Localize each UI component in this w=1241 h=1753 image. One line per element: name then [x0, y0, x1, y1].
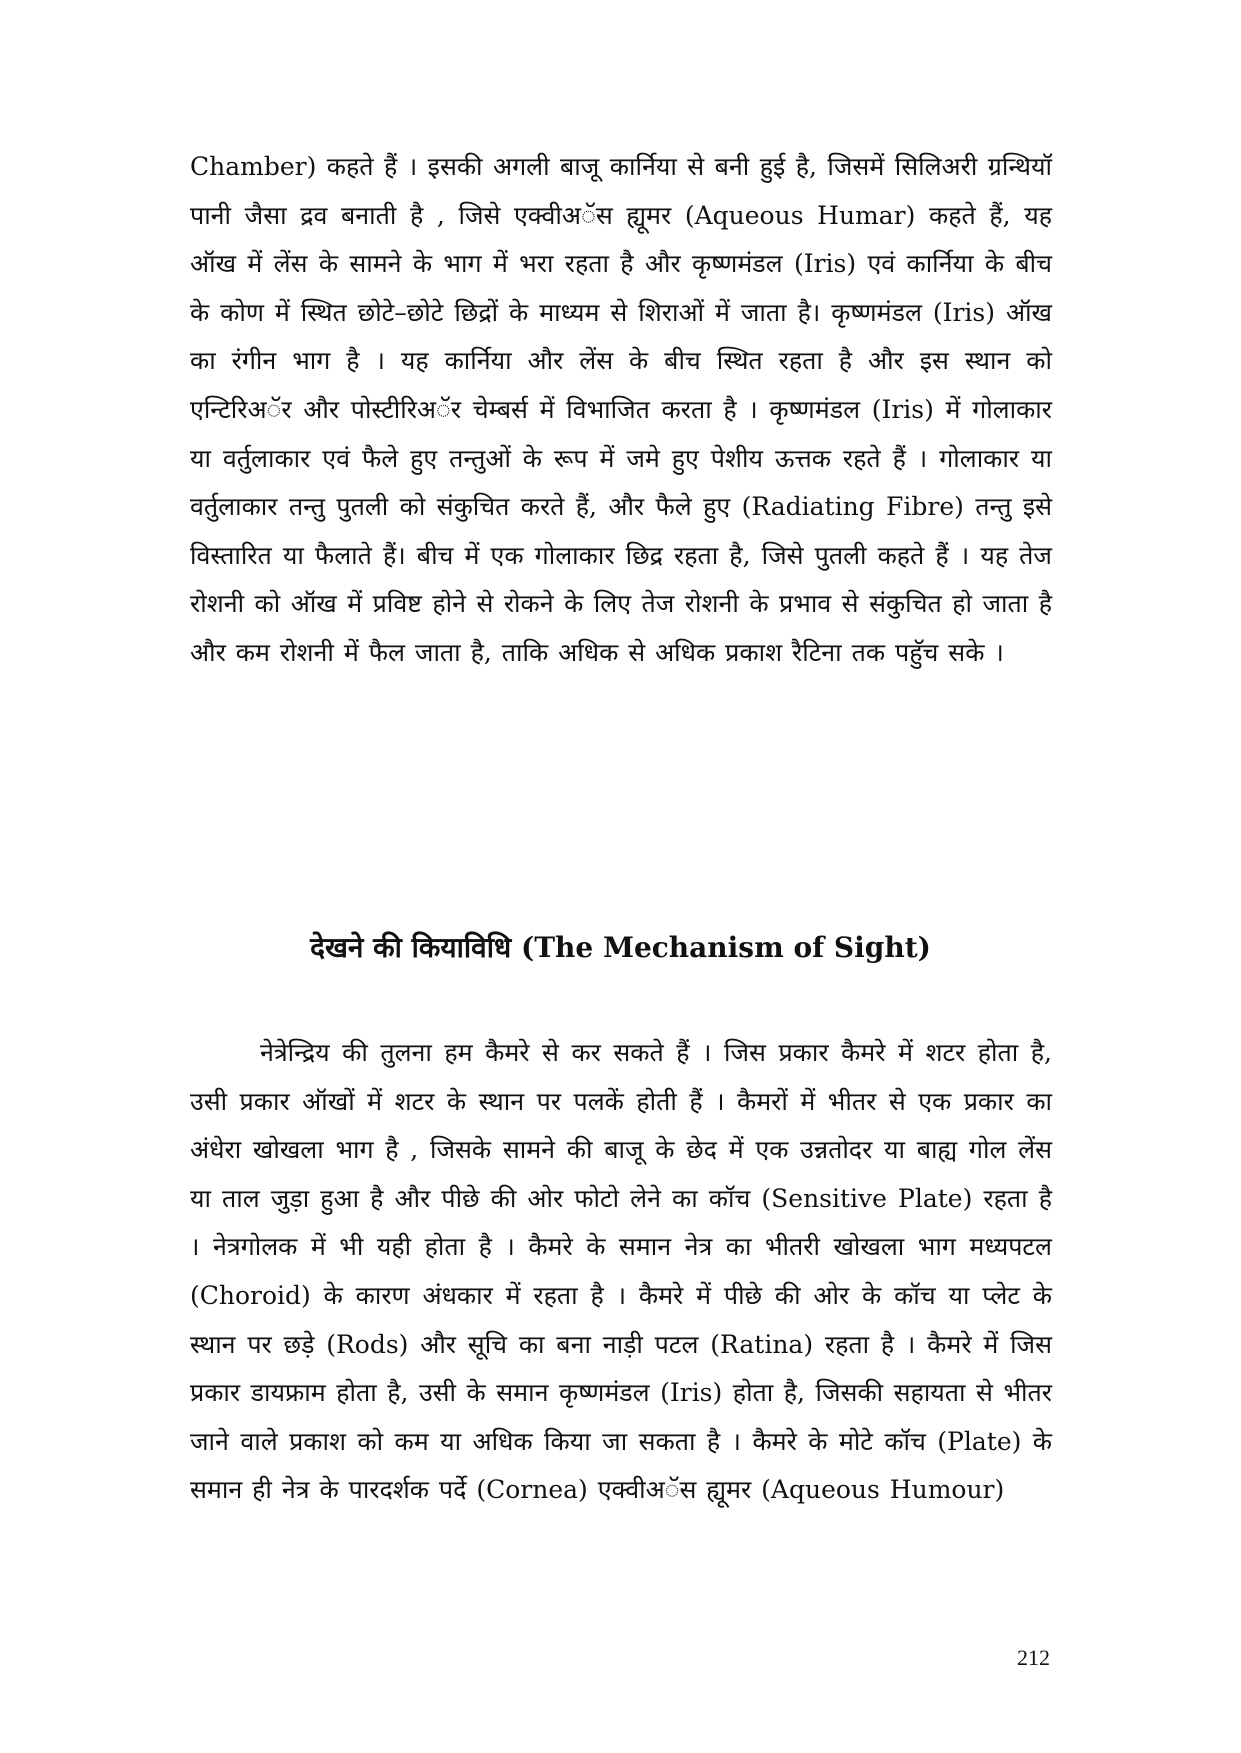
body-paragraph-2: नेत्रेन्द्रिय की तुलना हम कैमरे से कर सकते हैं । जिस प्रकार कैमरे में शटर होता है, उसी प्रकार ऑखों में शटर के स्थान पर पलकें होती हैं । कैमरों में भीतर से एक प्रकार का अंधेरा खोखला भाग है , जिसके सामने की बाजू के छेद में एक उन्नतोदर या बाह्य गोल लेंस या ताल जुड़ा हुआ है और पीछे की ओर फोटो लेने का कॉच (Sensitive Plate) रहता है । नेत्रगोलक में भी यही होता है । कैमरे के समान नेत्र का भीतरी खोखला भाग मध्यपटल (Choroid) के कारण अंधकार में रहता है । कैमरे में पीछे की ओर के कॉच या प्लेट के स्थान पर छड़े (Rods) और सूचि का बना नाड़ी पटल (Ratina) रहता है । कैमरे में जिस प्रकार डायफ्राम होता है, उसी के समान कृष्णमंडल (Iris) होता है, जिसकी सहायता से भीतर जाने वाले प्रकाश को कम या अधिक किया जा सकता है । कैमरे के मोटे कॉच (Plate) के समान ही नेत्र के पारदर्शक पर्दे (Cornea) एक्वीअॅस ह्यूमर (Aqueous Humour): [190, 1038, 1052, 1505]
page-number: 212: [1017, 1645, 1050, 1670]
section-heading: देखने की कियाविधि (The Mechanism of Sight): [310, 931, 931, 964]
body-paragraph-1: Chamber) कहते हैं । इसकी अगली बाजू कार्निया से बनी हुई है, जिसमें सिलिअरी ग्रन्थियॉ पानी जैसा द्रव बनाती है , जिसे एक्वीअॅस ह्यूमर (Aqueous Humar) कहते हैं, यह ऑख में लेंस के सामने के भाग में भरा रहता है और कृष्णमंडल (Iris) एवं कार्निया के बीच के कोण में स्थित छोटे–छोटे छिद्रों के माध्यम से शिराओं में जाता है। कृष्णमंडल (Iris) ऑख का रंगीन भाग है । यह कार्निया और लेंस के बीच स्थित रहता है और इस स्थान को एन्टिरिअॅर और पोस्टीरिअॅर चेम्बर्स में विभाजित करता है । कृष्णमंडल (Iris) में गोलाकार या वर्तुलाकार एवं फैले हुए तन्तुओं के रूप में जमे हुए पेशीय ऊत्तक रहते हैं । गोलाकार या वर्तुलाकार तन्तु पुतली को संकुचित करते हैं, और फैले हुए (Radiating Fibre) तन्तु इसे विस्तारित या फैलाते हैं। बीच में एक गोलाकार छिद्र रहता है, जिसे पुतली कहते हैं । यह तेज रोशनी को ऑख में प्रविष्ट होने से रोकने के लिए तेज रोशनी के प्रभाव से संकुचित हो जाता है और कम रोशनी में फैल जाता है, ताकि अधिक से अधिक प्रकाश रैटिना तक पहुॅच सके ।: [190, 152, 1052, 667]
